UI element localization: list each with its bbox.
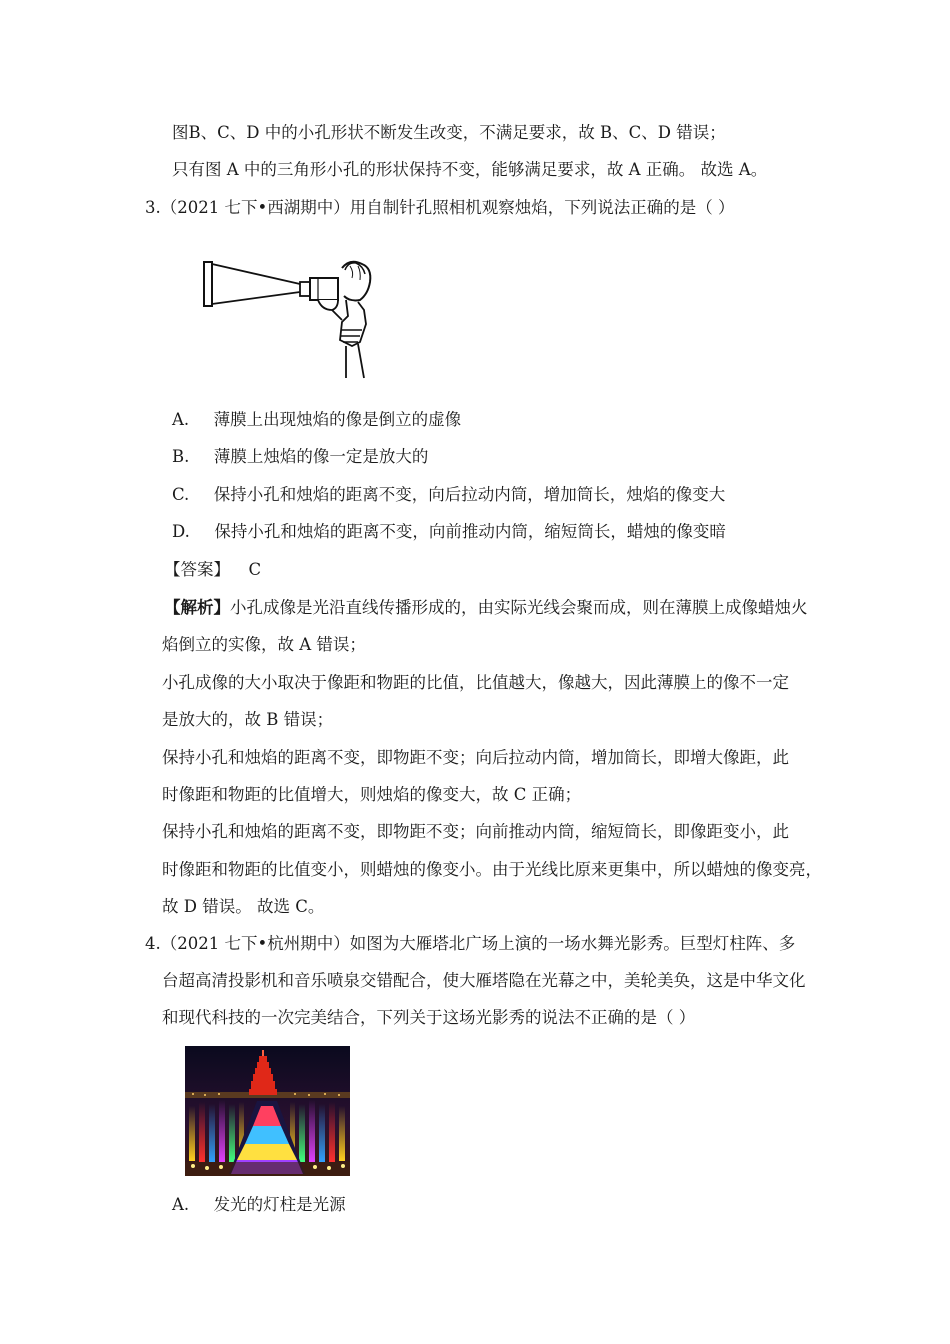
option-d [172,521,726,543]
question-3-stem: 3.（2021 七下•西湖期中）用自制针孔照相机观察烛焰，下列说法正确的是（ ） [145,198,735,217]
analysis-line: 时像距和物距的比值变小，则蜡烛的像变小。由于光线比原来更集中，所以蜡烛的像变亮， [162,860,822,879]
analysis-line: 小孔成像的大小取决于像距和物距的比值，比值越大，像越大，因此薄膜上的像不一定 [162,673,789,692]
option-b [172,446,428,468]
question-4-stem: 4.（2021 七下•杭州期中）如图为大雁塔北广场上演的一场水舞光影秀。巨型灯柱阵、多 [145,934,796,953]
answer-label: 【答案】 [164,560,230,579]
analysis-line: 时像距和物距的比值增大，则烛焰的像变大，故 C 正确； [162,785,582,804]
answer-line [164,559,261,581]
analysis-line [164,597,808,619]
analysis-line: 是放大的，故 B 错误； [162,710,334,729]
question-4-stem: 和现代科技的一次完美结合，下列关于这场光影秀的说法不正确的是（ ） [162,1008,696,1027]
analysis-line: 焰倒立的实像，故 A 错误； [162,635,366,654]
option-letter: A. [172,1195,190,1214]
option-letter: C. [172,485,190,504]
option-text: 薄膜上出现烛焰的像是倒立的虚像 [213,410,462,429]
analysis-line: 保持小孔和烛焰的距离不变，即物距不变；向后拉动内筒，增加筒长，即增大像距，此 [162,748,789,767]
option-letter: A. [172,410,190,429]
option-a [172,1194,346,1216]
analysis-line: 故 D 错误。 故选 C。 [162,897,325,916]
option-text: 薄膜上烛焰的像一定是放大的 [213,447,429,466]
option-letter: B. [172,447,190,466]
option-text: 保持小孔和烛焰的距离不变，向后拉动内筒，增加筒长，烛焰的像变大 [213,485,726,504]
option-letter: D. [172,522,190,541]
pinhole-camera-figure [200,254,380,380]
option-a [172,409,461,431]
analysis-label: 【解析】 [164,598,230,617]
option-text: 保持小孔和烛焰的距离不变，向前推动内筒，缩短筒长，蜡烛的像变暗 [214,522,726,541]
option-text: 发光的灯柱是光源 [213,1195,346,1214]
light-show-photo [185,1046,350,1176]
explanation-line: 图B、C、D 中的小孔形状不断发生改变，不满足要求，故 B、C、D 错误； [172,123,726,142]
option-c [172,484,725,506]
analysis-text: 小孔成像是光沿直线传播形成的，由实际光线会聚而成，则在薄膜上成像蜡烛火 [230,598,808,617]
analysis-line: 保持小孔和烛焰的距离不变，即物距不变；向前推动内筒，缩短筒长，即像距变小，此 [162,822,789,841]
answer-value: C [248,560,262,579]
explanation-line: 只有图 A 中的三角形小孔的形状保持不变，能够满足要求，故 A 正确。 故选 A。 [172,160,768,179]
question-4-stem: 台超高清投影机和音乐喷泉交错配合，使大雁塔隐在光幕之中，美轮美奂，这是中华文化 [162,971,806,990]
